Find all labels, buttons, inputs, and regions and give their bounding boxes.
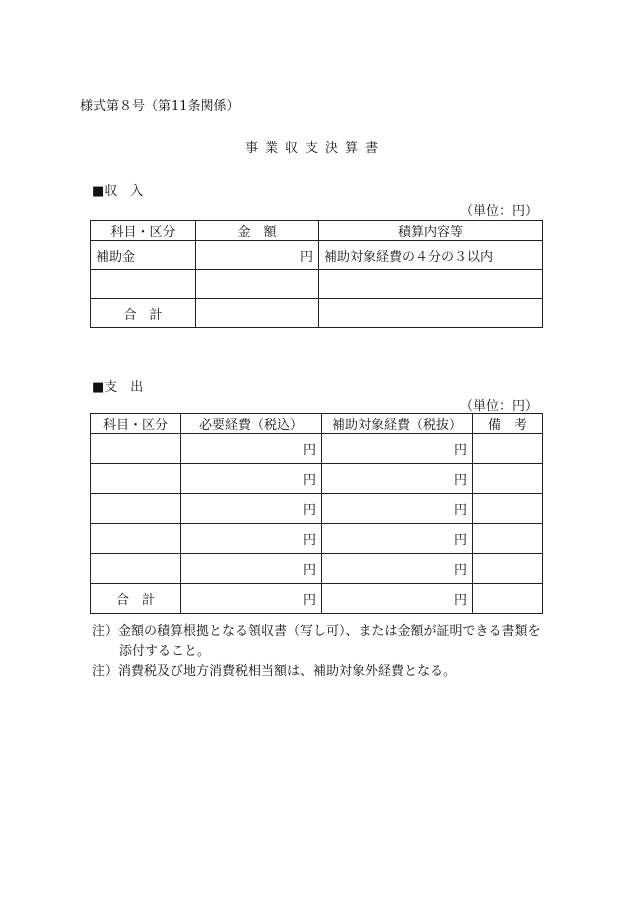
expense-required-cell[interactable]: 円 <box>181 554 322 584</box>
table-row <box>91 270 543 299</box>
form-number: 様式第８号（第11条関係） <box>80 99 240 114</box>
expense-header-remarks: 備 考 <box>473 414 543 434</box>
expense-eligible-cell[interactable]: 円 <box>322 554 473 584</box>
income-detail-cell: 補助対象経費の４分の３以内 <box>319 241 543 270</box>
expense-header-item: 科目・区分 <box>91 414 181 434</box>
income-header-detail: 積算内容等 <box>319 221 543 241</box>
expense-item-cell[interactable] <box>91 524 181 554</box>
expense-remarks-cell[interactable] <box>473 554 543 584</box>
expense-item-cell[interactable] <box>91 464 181 494</box>
expense-table <box>90 413 543 614</box>
document-title: 事業収支決算書 <box>244 141 385 156</box>
income-amount-cell[interactable]: 円 <box>196 241 319 270</box>
expense-header-required: 必要経費（税込） <box>181 414 322 434</box>
expense-required-cell[interactable]: 円 <box>181 464 322 494</box>
expense-header-eligible: 補助対象経費（税抜） <box>322 414 473 434</box>
expense-header-row <box>91 414 543 434</box>
expense-eligible-cell[interactable]: 円 <box>322 464 473 494</box>
expense-required-cell[interactable]: 円 <box>181 494 322 524</box>
expense-item-cell[interactable] <box>91 494 181 524</box>
income-total-row <box>91 299 543 328</box>
income-amount-cell[interactable] <box>196 270 319 299</box>
table-row <box>91 554 543 584</box>
table-row <box>91 524 543 554</box>
expense-unit-label: （単位：円） <box>459 399 538 414</box>
expense-eligible-cell[interactable]: 円 <box>322 494 473 524</box>
expense-heading: ■支 出 <box>92 380 144 395</box>
expense-total-required[interactable]: 円 <box>181 584 322 614</box>
income-total-detail[interactable] <box>319 299 543 328</box>
expense-total-row <box>91 584 543 614</box>
table-row <box>91 494 543 524</box>
income-heading: ■収 入 <box>92 184 144 199</box>
income-unit-label: （単位：円） <box>459 204 538 219</box>
expense-required-cell[interactable]: 円 <box>181 524 322 554</box>
expense-eligible-cell[interactable]: 円 <box>322 434 473 464</box>
income-total-amount[interactable] <box>196 299 319 328</box>
expense-remarks-cell[interactable] <box>473 434 543 464</box>
income-detail-cell[interactable] <box>319 270 543 299</box>
expense-remarks-cell[interactable] <box>473 524 543 554</box>
table-row <box>91 464 543 494</box>
expense-remarks-cell[interactable] <box>473 494 543 524</box>
income-table <box>90 220 543 328</box>
note-tax: 注）消費税及び地方消費税相当額は、補助対象外経費となる。 <box>92 664 457 679</box>
expense-eligible-cell[interactable]: 円 <box>322 524 473 554</box>
income-item-cell[interactable] <box>91 270 196 299</box>
expense-item-cell[interactable] <box>91 554 181 584</box>
income-header-amount: 金 額 <box>196 221 319 241</box>
income-item-cell: 補助金 <box>91 241 196 270</box>
expense-total-eligible[interactable]: 円 <box>322 584 473 614</box>
expense-total-remarks[interactable] <box>473 584 543 614</box>
income-header-row <box>91 221 543 241</box>
table-row <box>91 434 543 464</box>
income-total-label: 合 計 <box>91 299 196 328</box>
expense-total-label: 合 計 <box>91 584 181 614</box>
table-row <box>91 241 543 270</box>
expense-item-cell[interactable] <box>91 434 181 464</box>
expense-remarks-cell[interactable] <box>473 464 543 494</box>
note-receipt-line1: 注）金額の積算根拠となる領収書（写し可）、または金額が証明できる書類を <box>92 624 541 639</box>
income-header-item: 科目・区分 <box>91 221 196 241</box>
note-receipt-line2: 添付すること。 <box>119 644 211 659</box>
expense-required-cell[interactable]: 円 <box>181 434 322 464</box>
